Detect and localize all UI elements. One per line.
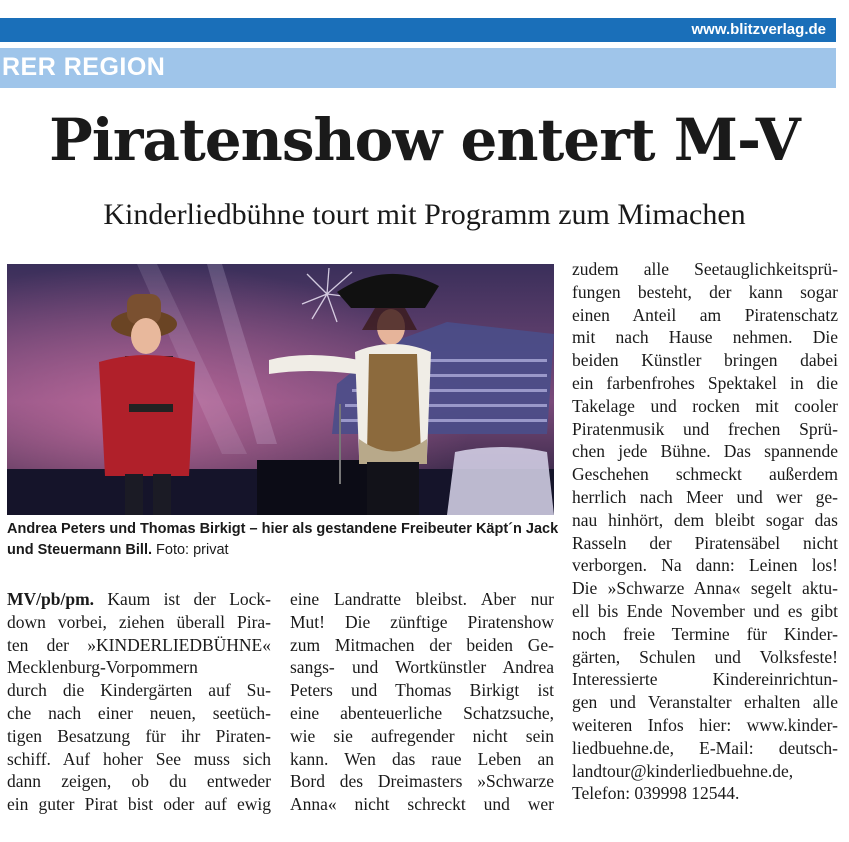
article-column-2 — [290, 588, 554, 816]
text-line: weiteren Infos hier: www.kinder- — [572, 714, 838, 735]
text-line: Takelage und rocken mit cooler — [572, 395, 838, 416]
caption-text: Andrea Peters und Thomas Birkigt – hier als gestandene Freibeuter Käpt´n Jack und Steuermann Bill. — [7, 521, 559, 558]
text-line: mit nach Hause nehmen. Die — [572, 327, 838, 348]
text-line: Anna« nicht schreckt und wer — [290, 794, 554, 815]
text-fragment: Kaum ist der Lock- — [94, 589, 271, 609]
article-photo — [7, 264, 554, 515]
text-line: Interessierte Kindereinrichtun- — [572, 669, 838, 690]
text-line: durch die Kindergärten auf Su- — [7, 680, 271, 701]
text-line — [7, 588, 271, 611]
site-url[interactable]: www.blitzverlag.de — [691, 21, 826, 38]
text-line: ein farbenfrohes Spektakel in die — [572, 372, 838, 393]
text-line: down vorbei, ziehen überall Pira- — [7, 611, 271, 632]
text-line: Mut! Die zünftige Piratenshow — [290, 611, 554, 632]
text-line: ten der »KINDERLIEDBÜHNE« — [7, 634, 271, 655]
text-line: landtour@kinderliedbuehne.de, — [572, 760, 794, 781]
text-line: Telefon: 039998 12544. — [572, 783, 740, 804]
text-line: beiden Künstler bringen dabei — [572, 350, 838, 371]
text-line: verborgen. Na dann: Leinen los! — [572, 555, 838, 576]
article-column-3 — [572, 258, 838, 805]
text-line: nau hinhört, dem bleibt sogar das — [572, 509, 838, 530]
region-label: RER REGION — [2, 53, 166, 81]
text-line: zudem alle Seetauglichkeitsprü- — [572, 259, 838, 279]
text-line: Piratenmusik und frechen Sprü- — [572, 418, 838, 439]
photo-credit: Foto: privat — [156, 542, 229, 558]
text-line: che nach einer neuen, seetüch- — [7, 702, 271, 723]
text-line: wie sie aufregender nicht sein — [290, 725, 554, 746]
text-line: Geschehen schmeckt außerdem — [572, 464, 838, 485]
article-column-1 — [7, 588, 271, 816]
region-bar — [0, 48, 836, 88]
text-line: Die »Schwarze Anna« segelt aktu- — [572, 578, 838, 599]
text-line: schiff. Auf hoher See muss sich — [7, 748, 271, 769]
text-line: gen und Veranstalter erhalten alle — [572, 692, 838, 713]
text-line: dann zeigen, ob du entweder — [7, 771, 271, 792]
text-line: Mecklenburg-Vorpommern — [7, 657, 198, 678]
text-line: gärten, Schulen und Volksfeste! — [572, 646, 838, 667]
text-line: Bord des Dreimasters »Schwarze — [290, 771, 554, 792]
text-line: Peters und Thomas Birkigt ist — [290, 680, 554, 701]
headline: Piratenshow entert M-V — [49, 106, 800, 174]
text-line: eine Landratte bleibst. Aber nur — [290, 589, 554, 609]
text-line: ein guter Pirat bist oder auf ewig — [7, 794, 271, 815]
text-line: liedbuehne.de, E-Mail: deutsch- — [572, 737, 838, 758]
text-line: fungen besteht, der kann sogar — [572, 281, 838, 302]
top-bar — [0, 18, 836, 42]
text-line: eine abenteuerliche Schatzsuche, — [290, 702, 554, 723]
text-line: kann. Wen das raue Leben an — [290, 748, 554, 769]
photo-caption — [7, 519, 567, 561]
text-line: tigen Besatzung für ihr Piraten- — [7, 725, 271, 746]
text-line: sangs- und Wortkünstler Andrea — [290, 657, 554, 678]
text-line: ell bis Ende November und es gibt — [572, 600, 838, 621]
text-line: herrlich nach Meer und wer ge- — [572, 486, 838, 507]
text-line: noch freie Termine für Kinder- — [572, 623, 838, 644]
subheadline: Kinderliedbühne tourt mit Programm zum Mimachen — [103, 198, 746, 231]
text-line: zum Mitmachen der beiden Ge- — [290, 634, 554, 655]
text-line: chen jede Bühne. Das spannende — [572, 441, 838, 462]
text-line: einen Anteil am Piratenschatz — [572, 304, 838, 325]
text-line: Rasseln der Piratensäbel nicht — [572, 532, 838, 553]
article-lead: MV/pb/pm. — [7, 589, 95, 609]
